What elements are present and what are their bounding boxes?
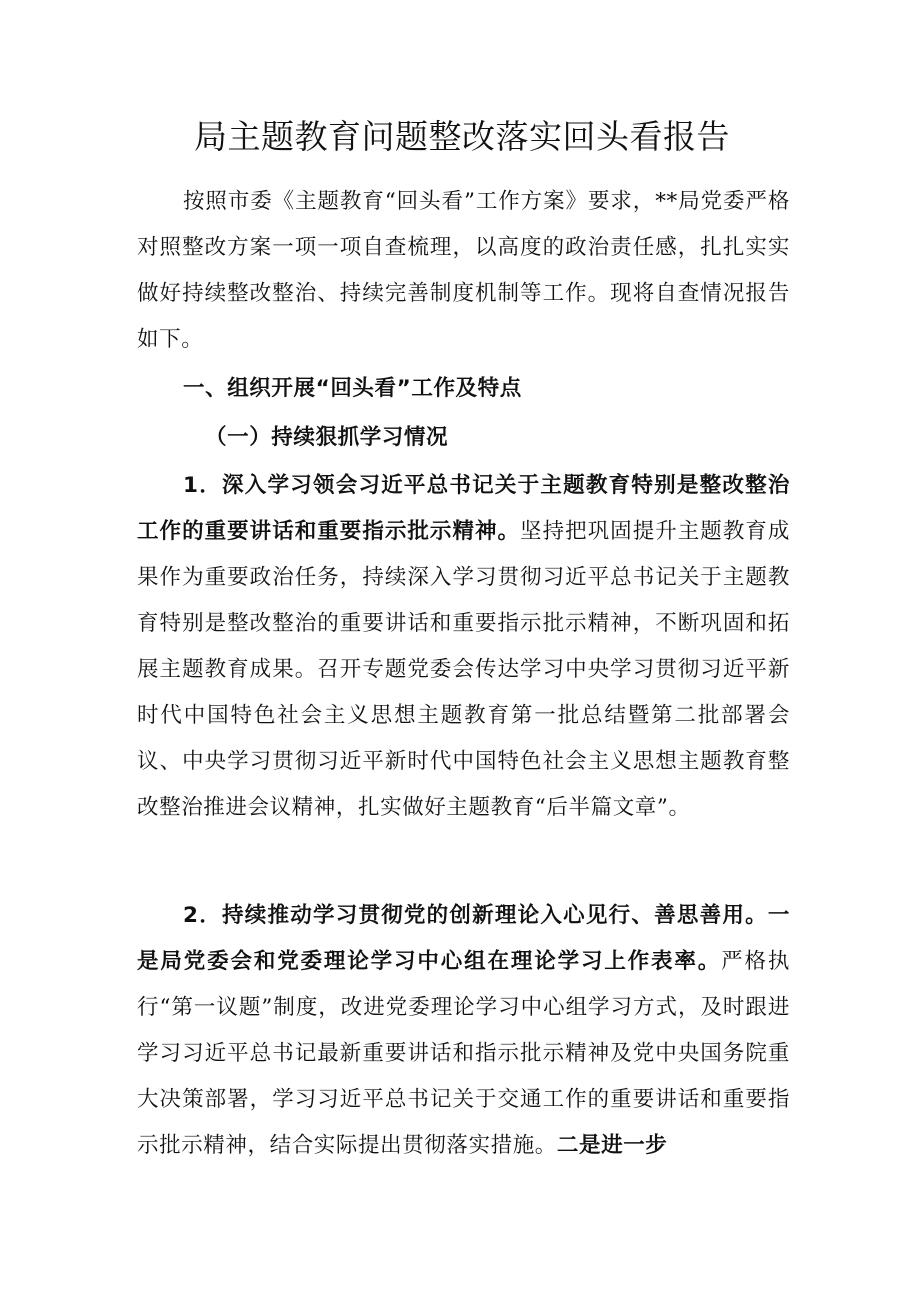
item-1-lead: 1．深入学习领会习近平总书记关于主题教育特别是整改整治工作的重要讲话和重要指示批示精神。 <box>137 473 790 544</box>
section-heading-1: 一、组织开展“回头看”工作及特点 <box>183 376 522 401</box>
subsection-heading-1: （一）持续狠抓学习情况 <box>205 425 449 450</box>
document-title: 局主题教育问题整改落实回头看报告 <box>194 117 730 156</box>
paragraph-item-2 <box>137 893 790 1169</box>
item-2-tail: 二是进一步 <box>556 1133 668 1158</box>
intro-paragraph: 按照市委《主题教育“回头看”工作方案》要求，**局党委严格对照整改方案一项一项自查梳理，以高度的政治责任感，扎扎实实做好持续整改整治、持续完善制度机制等工作。现将自查情况报告如下。 <box>137 189 790 352</box>
paragraph-item-1 <box>137 463 790 831</box>
item-2-body: 严格执行“第一议题”制度，改进党委理论学习中心组学习方式，及时跟进学习习近平总书记最新重要讲话和指示批示精神及党中央国务院重大决策部署，学习习近平总书记关于交通工作的重要讲话和重要指示批示精神，结合实际提出贯彻落实措施。 <box>137 949 790 1158</box>
item-1-body: 坚持把巩固提升主题教育成果作为重要政治任务，持续深入学习贯彻习近平总书记关于主题教育特别是整改整治的重要讲话和重要指示批示精神，不断巩固和拓展主题教育成果。召开专题党委会传达学习中央学习贯彻习近平新时代中国特色社会主义思想主题教育第一批总结暨第二批部署会议、中央学习贯彻习近平新时代中国特色社会主义思想主题教育整改整治推进会议精神，扎实做好主题教育“后半篇文章”。 <box>137 519 790 820</box>
item-2-lead: 2．持续推动学习贯彻党的创新理论入心见行、善思善用。一是局党委会和党委理论学习中心组在理论学习上作表率。 <box>137 903 790 974</box>
